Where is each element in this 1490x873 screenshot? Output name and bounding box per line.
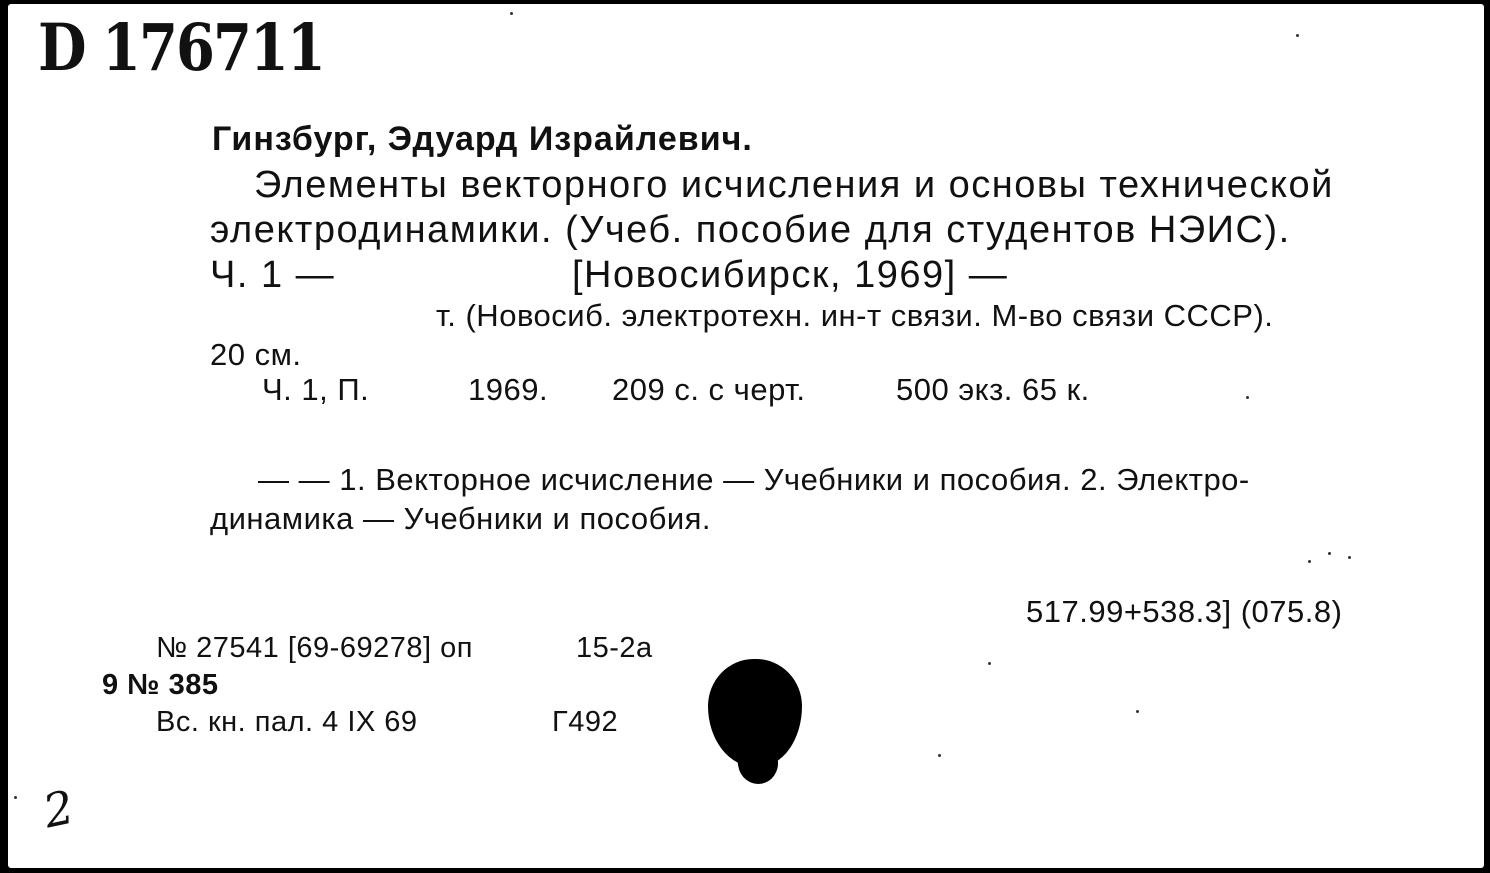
title-line-3-place-year: [Новосибирск, 1969] — <box>572 254 1009 296</box>
cutter-number: Г492 <box>552 706 619 738</box>
author-heading: Гинзбург, Эдуард Израйлевич. <box>212 120 753 158</box>
title-line-1: Элементы векторного исчисления и основы технической <box>254 164 1334 206</box>
speck <box>1246 396 1249 399</box>
part-copies-price: 500 экз. 65 к. <box>896 372 1090 407</box>
speck <box>510 12 513 15</box>
speck <box>938 754 941 757</box>
catalog-card <box>8 4 1484 868</box>
part-year: 1969. <box>468 372 549 407</box>
speck <box>988 662 991 665</box>
speck <box>1136 710 1139 713</box>
part-pages: 209 с. с черт. <box>612 372 806 407</box>
speck <box>1348 556 1351 559</box>
card-number: 9 № 385 <box>102 669 219 701</box>
chamber-info: Вс. кн. пал. 4 IX 69 <box>156 706 418 738</box>
corner-handwritten-mark: 2 <box>38 779 79 839</box>
handwritten-inventory-number: D 176711 <box>38 10 324 86</box>
speck <box>14 796 17 799</box>
speck <box>1308 560 1311 563</box>
ink-blot-drip <box>735 739 780 786</box>
size-line: 20 см. <box>210 337 302 372</box>
title-line-3-part: Ч. 1 — <box>210 254 336 296</box>
title-line-2: электродинамики. (Учеб. пособие для студентов НЭИС). <box>210 209 1291 251</box>
speck <box>1296 34 1299 37</box>
subject-line-1: — — 1. Векторное исчисление — Учебники и пособия. 2. Электро- <box>258 462 1250 497</box>
record-code: 15-2а <box>576 632 653 664</box>
speck <box>1328 552 1331 555</box>
series-line: т. (Новосиб. электротехн. ин-т связи. М-во связи СССР). <box>436 298 1274 333</box>
part-label: Ч. 1, П. <box>262 372 370 407</box>
classification-code: 517.99+538.3] (075.8) <box>1026 594 1343 629</box>
record-number: № 27541 [69-69278] оп <box>156 632 473 664</box>
subject-line-2: динамика — Учебники и пособия. <box>210 501 712 536</box>
